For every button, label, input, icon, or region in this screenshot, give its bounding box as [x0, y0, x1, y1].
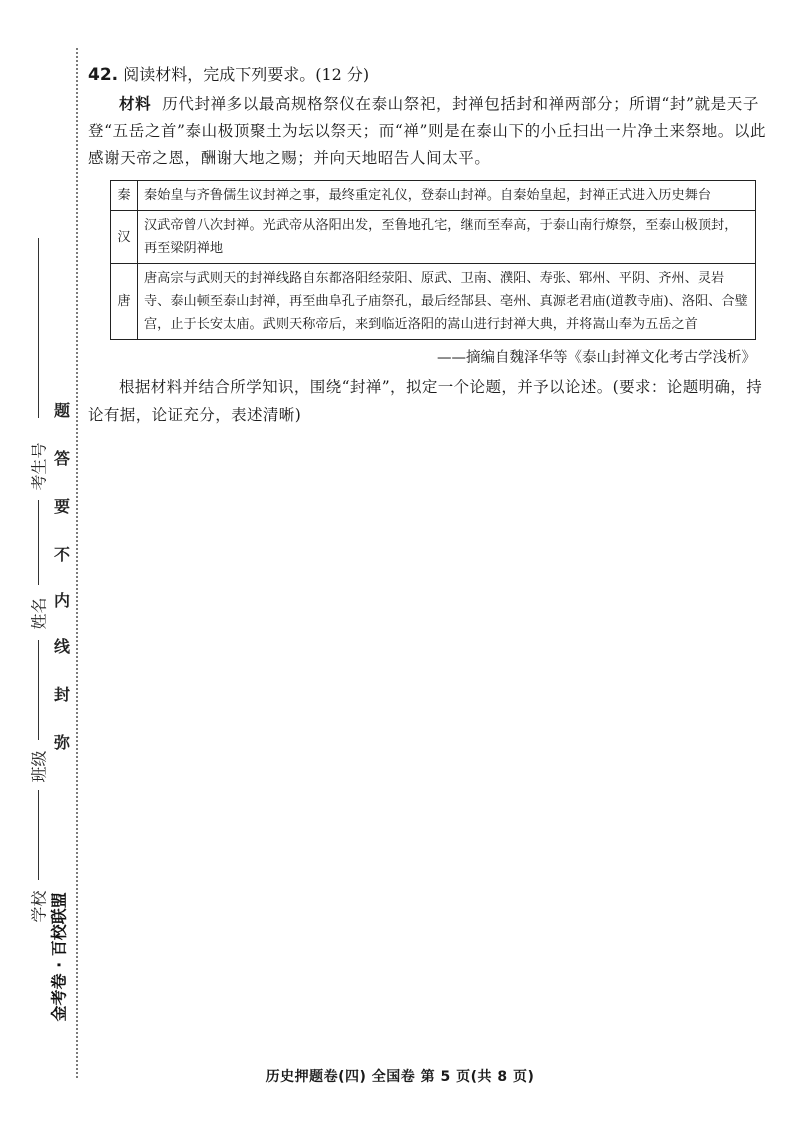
content-cell: 汉武帝曾八次封禅。光武帝从洛阳出发，至鲁地孔宅，继而至奉高，于泰山南行燎祭，至泰山极顶封，再至梁阴禅地 — [138, 211, 756, 264]
class-label: 班级 — [29, 750, 49, 783]
dynasty-cell: 汉 — [111, 211, 138, 264]
table-row — [111, 181, 756, 211]
source-citation: ——摘编自魏泽华等《泰山封禅文化考古学浅析》 — [437, 350, 756, 366]
class-underline — [38, 640, 39, 740]
binding-dotted-line — [76, 48, 78, 1078]
requirement-text: 根据材料并结合所学知识，围绕“封禅”，拟定一个论题，并予以论述。(要求：论题明确，持论有据，论证充分，表述清晰) — [88, 378, 763, 424]
material-text: 历代封禅多以最高规格祭仪在泰山祭祀，封禅包括封和禅两部分；所谓“封”就是天子登“五岳之首”泰山极顶聚土为坛以祭天；而“禅”则是在泰山下的小丘扫出一片净土来祭地。以此感谢天帝之恩，酬谢大地之赐；并向天地昭告人间太平。 — [88, 95, 767, 167]
question-number: 42. — [88, 65, 119, 85]
warning-char: 线 — [53, 637, 70, 656]
page-footer: 历史押题卷(四) 全国卷 第 5 页(共 8 页) — [265, 1069, 535, 1085]
content-cell: 秦始皇与齐鲁儒生议封禅之事，最终重定礼仪，登泰山封禅。自秦始皇起，封禅正式进入历史舞台 — [138, 181, 756, 211]
warning-char: 内 — [53, 591, 70, 610]
warning-char: 不 — [53, 545, 70, 564]
examno-underline — [38, 238, 39, 418]
dynasty-cell: 秦 — [111, 181, 138, 211]
dynasty-cell: 唐 — [111, 264, 138, 340]
material-paragraph — [88, 90, 768, 172]
name-underline — [38, 500, 39, 585]
question-header — [88, 62, 768, 88]
question-prompt: 阅读材料，完成下列要求。(12 分) — [123, 65, 370, 84]
examno-label: 考生号 — [29, 442, 49, 491]
school-underline — [38, 790, 39, 880]
material-label: 材料 — [119, 94, 152, 113]
material-table — [110, 180, 756, 340]
brand-logo-text: 金考卷 · 百校联盟 — [49, 892, 69, 1022]
warning-char: 要 — [53, 497, 70, 516]
name-label: 姓名 — [29, 597, 49, 630]
school-label: 学校 — [29, 890, 49, 923]
warning-char: 答 — [53, 449, 70, 468]
table-row — [111, 264, 756, 340]
warning-char: 封 — [53, 685, 70, 704]
warning-char: 题 — [53, 401, 70, 420]
content-cell: 唐高宗与武则天的封禅线路自东都洛阳经荥阳、原武、卫南、濮阳、寿张、郓州、平阴、齐州、灵岩寺、泰山顿至泰山封禅，再至曲阜孔子庙祭孔，最后经郜县、亳州、真源老君庙(道教寺庙)、洛阳、合璧宫，止于长安太庙。武则天称帝后，来到临近洛阳的嵩山进行封禅大典，并将嵩山奉为五岳之首 — [138, 264, 756, 340]
warning-char: 弥 — [53, 733, 70, 752]
table-row — [111, 211, 756, 264]
question-block — [88, 62, 768, 429]
